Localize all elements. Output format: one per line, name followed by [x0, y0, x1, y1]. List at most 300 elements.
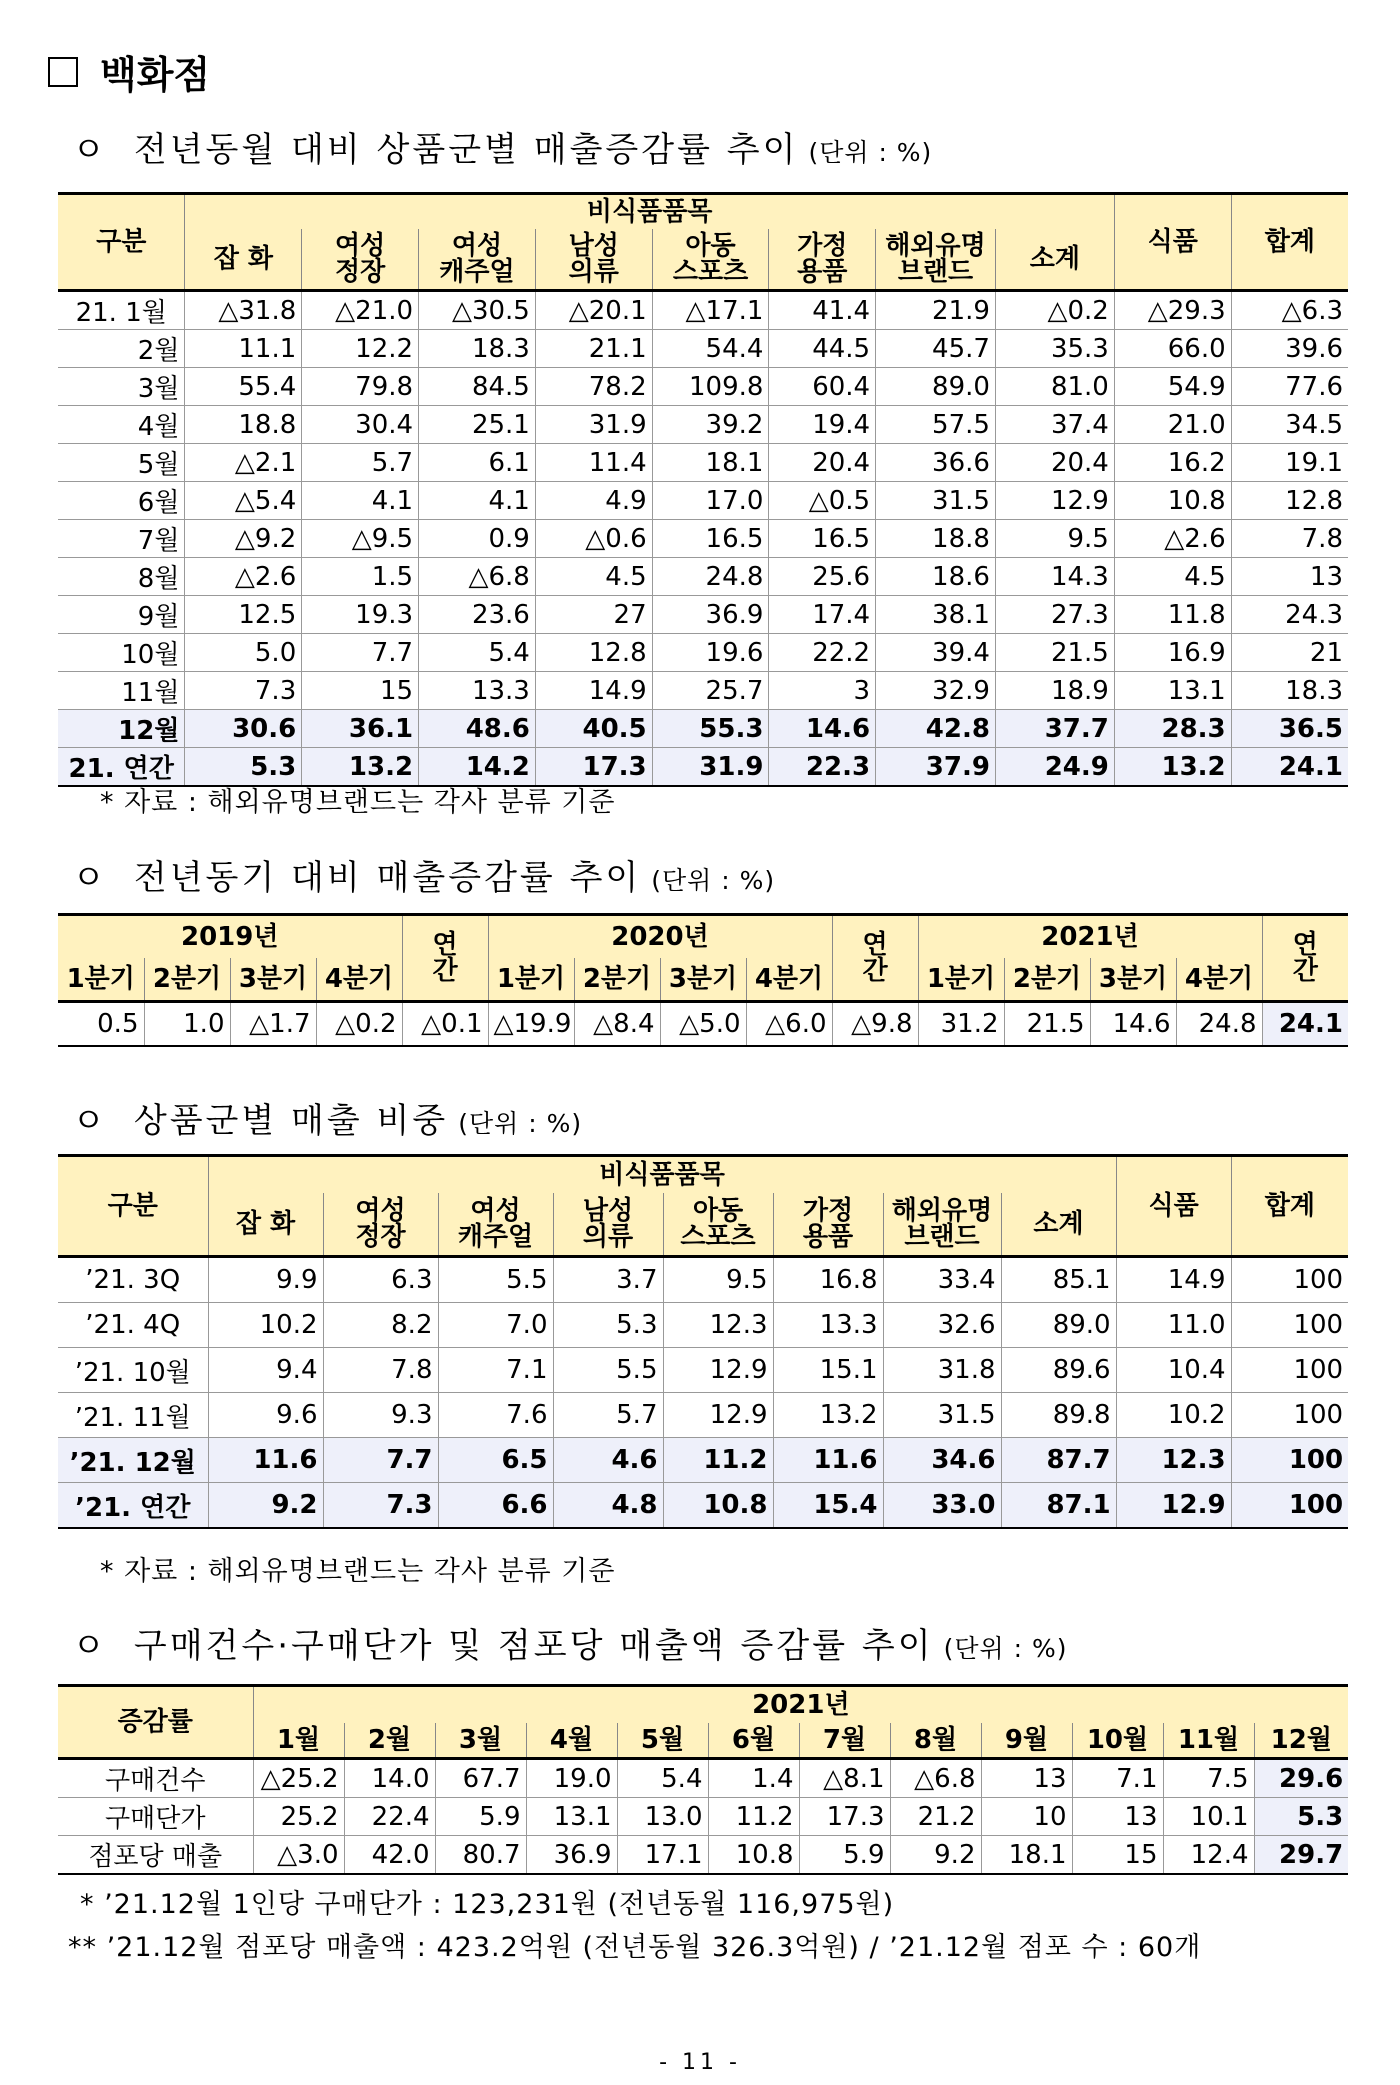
table-cell: 5.3 — [185, 748, 302, 787]
header-row — [58, 1156, 1348, 1194]
header-row — [58, 958, 1348, 1002]
table-cell: 24.8 — [1176, 1002, 1262, 1047]
table-cell: 9.6 — [208, 1393, 323, 1438]
row-label: 9월 — [58, 596, 185, 634]
table-cell: 13.1 — [1114, 672, 1231, 710]
table-cell: 19.6 — [652, 634, 769, 672]
table-row — [58, 1257, 1348, 1303]
table-cell: 13.2 — [1114, 748, 1231, 787]
header-year: 2020년 — [488, 915, 832, 959]
table-cell: △25.2 — [253, 1759, 344, 1798]
table-row — [58, 444, 1348, 482]
table-row — [58, 558, 1348, 596]
table-cell: 9.2 — [890, 1836, 981, 1875]
table-cell: 13.3 — [773, 1303, 883, 1348]
table-cell: 7.0 — [438, 1303, 553, 1348]
table-cell: 40.5 — [535, 710, 652, 748]
header-annual — [832, 915, 918, 1002]
table-cell: 17.1 — [617, 1836, 708, 1875]
row-label: ’21. 연간 — [58, 1483, 208, 1529]
table-cell: 15 — [1072, 1836, 1163, 1875]
header-line: 해외유명 — [891, 1196, 993, 1226]
header-line: 용품 — [802, 1222, 854, 1252]
table-cell: △0.6 — [535, 520, 652, 558]
table-cell: 14.0 — [344, 1759, 435, 1798]
header-category — [876, 229, 996, 291]
table-cell: 39.6 — [1231, 330, 1348, 368]
table-cell: 14.2 — [419, 748, 536, 787]
header-month: 1월 — [253, 1723, 344, 1759]
table-cell: 22.2 — [769, 634, 876, 672]
table-cell: 22.4 — [344, 1798, 435, 1836]
section4-heading — [72, 1618, 1067, 1667]
table-cell: 39.4 — [876, 634, 996, 672]
row-label: 구매건수 — [58, 1759, 253, 1798]
table-cell: 5.3 — [1254, 1798, 1348, 1836]
table-cell: 34.6 — [883, 1438, 1001, 1483]
table-cell: 5.9 — [435, 1798, 526, 1836]
table-cell: 16.5 — [652, 520, 769, 558]
table-cell: 89.0 — [1001, 1303, 1116, 1348]
table-cell: 25.2 — [253, 1798, 344, 1836]
table-row — [58, 291, 1348, 330]
table-cell: 80.7 — [435, 1836, 526, 1875]
table-cell: 4.1 — [302, 482, 419, 520]
table-cell: 16.9 — [1114, 634, 1231, 672]
table-cell: △31.8 — [185, 291, 302, 330]
table-cell: 45.7 — [876, 330, 996, 368]
header-quarter: 1분기 — [488, 958, 574, 1002]
table-cell: 11.1 — [185, 330, 302, 368]
table-cell: 24.9 — [995, 748, 1114, 787]
table-cell: 12.9 — [995, 482, 1114, 520]
table-cell: △6.0 — [746, 1002, 832, 1047]
page-title — [48, 44, 210, 99]
table-cell: 12.8 — [1231, 482, 1348, 520]
table-cell: 21.0 — [1114, 406, 1231, 444]
table-cell: 27.3 — [995, 596, 1114, 634]
section4-note1: * ’21.12월 1인당 구매단가 : 123,231원 (전년동월 116,975원) — [80, 1889, 895, 1920]
table-cell: 18.1 — [652, 444, 769, 482]
header-gubun: 구분 — [58, 1156, 208, 1257]
header-line: 여성 — [451, 231, 503, 261]
header-row — [58, 194, 1348, 230]
table-cell: 55.4 — [185, 368, 302, 406]
table-cell: △20.1 — [535, 291, 652, 330]
table-cell: 17.0 — [652, 482, 769, 520]
table-row — [58, 1393, 1348, 1438]
header-line: 스포츠 — [680, 1222, 756, 1252]
header-category — [323, 1193, 438, 1257]
table-cell: 19.4 — [769, 406, 876, 444]
row-label: 12월 — [58, 710, 185, 748]
table-cell: 7.8 — [323, 1348, 438, 1393]
table-cell: 24.8 — [652, 558, 769, 596]
table-cell: 4.6 — [553, 1438, 663, 1483]
table-cell: 0.9 — [419, 520, 536, 558]
header-month: 2월 — [344, 1723, 435, 1759]
table-cell: 10.8 — [708, 1836, 799, 1875]
table-cell: 17.3 — [799, 1798, 890, 1836]
table-cell: 9.4 — [208, 1348, 323, 1393]
header-annual — [402, 915, 488, 1002]
table-cell: 0.5 — [58, 1002, 144, 1047]
table-cell: 11.2 — [708, 1798, 799, 1836]
table-row — [58, 1759, 1348, 1798]
table-cell: 84.5 — [419, 368, 536, 406]
header-line: 캐주얼 — [457, 1222, 534, 1252]
table-cell: 21.1 — [535, 330, 652, 368]
section3-note: * 자료 : 해외유명브랜드는 각사 분류 기준 — [100, 1556, 616, 1587]
header-line: 의류 — [568, 257, 619, 287]
row-label: 10월 — [58, 634, 185, 672]
header-quarter: 1분기 — [58, 958, 144, 1002]
table-cell: 5.7 — [553, 1393, 663, 1438]
section1-title: 전년동월 대비 상품군별 매출증감률 추이 — [133, 130, 799, 170]
table-cell: △19.9 — [488, 1002, 574, 1047]
table-cell: 32.6 — [883, 1303, 1001, 1348]
table-cell: 21.9 — [876, 291, 996, 330]
table-cell: 39.2 — [652, 406, 769, 444]
table-cell: 9.5 — [663, 1257, 773, 1303]
header-line: 브랜드 — [897, 257, 974, 287]
row-label: ’21. 12월 — [58, 1438, 208, 1483]
table-cell: 10.8 — [663, 1483, 773, 1529]
table-cell: 31.5 — [876, 482, 996, 520]
row-label: 11월 — [58, 672, 185, 710]
table-cell: 12.9 — [1116, 1483, 1231, 1529]
header-line: 여성 — [355, 1196, 406, 1226]
table-cell: 14.6 — [769, 710, 876, 748]
row-label: ’21. 10월 — [58, 1348, 208, 1393]
table-cell: 67.7 — [435, 1759, 526, 1798]
table-cell: 7.6 — [438, 1393, 553, 1438]
table-row — [58, 330, 1348, 368]
table-cell: 37.4 — [995, 406, 1114, 444]
header-category — [302, 229, 419, 291]
table-cell: 37.7 — [995, 710, 1114, 748]
table-cell: 100 — [1231, 1438, 1348, 1483]
table-cell: 19.3 — [302, 596, 419, 634]
table-cell: 13.2 — [302, 748, 419, 787]
table-cell: △9.2 — [185, 520, 302, 558]
table-cell: 10.4 — [1116, 1348, 1231, 1393]
table-cell: 19.1 — [1231, 444, 1348, 482]
sales-growth-by-category-table — [58, 192, 1348, 787]
table-cell: 16.5 — [769, 520, 876, 558]
section4-title: 구매건수·구매단가 및 점포당 매출액 증감률 추이 — [133, 1626, 934, 1666]
table-cell: 3.7 — [553, 1257, 663, 1303]
table-cell: 12.3 — [663, 1303, 773, 1348]
table-cell: 60.4 — [769, 368, 876, 406]
table-cell: 31.9 — [535, 406, 652, 444]
table-row — [58, 1002, 1348, 1047]
section3-title: 상품군별 매출 비중 — [133, 1101, 449, 1141]
header-month: 10월 — [1072, 1723, 1163, 1759]
header-category — [663, 1193, 773, 1257]
header-line: 아동 — [685, 231, 736, 261]
table-cell: 25.7 — [652, 672, 769, 710]
table-cell: 27 — [535, 596, 652, 634]
table-cell: 35.3 — [995, 330, 1114, 368]
header-food: 식품 — [1116, 1156, 1231, 1257]
row-label: 2월 — [58, 330, 185, 368]
header-line: 간 — [862, 956, 888, 986]
table-cell: △9.5 — [302, 520, 419, 558]
table-cell: 21 — [1231, 634, 1348, 672]
table-cell: △29.3 — [1114, 291, 1231, 330]
header-category: 소계 — [1001, 1193, 1116, 1257]
header-year: 2021년 — [253, 1686, 1348, 1724]
table-cell: 54.9 — [1114, 368, 1231, 406]
table-cell: 10.1 — [1163, 1798, 1254, 1836]
table-cell: 36.6 — [876, 444, 996, 482]
table-cell: △1.7 — [230, 1002, 316, 1047]
table-cell: 11.0 — [1116, 1303, 1231, 1348]
table-cell: △5.0 — [660, 1002, 746, 1047]
header-line: 의류 — [582, 1222, 634, 1252]
table-cell: 89.8 — [1001, 1393, 1116, 1438]
header-line: 연 — [432, 930, 458, 960]
table-row — [58, 672, 1348, 710]
header-line: 스포츠 — [672, 257, 749, 287]
header-line: 아동 — [692, 1196, 744, 1226]
quarterly-growth-table — [58, 913, 1348, 1047]
table-cell: 36.9 — [526, 1836, 617, 1875]
table-cell: 7.3 — [185, 672, 302, 710]
table-cell: 5.5 — [553, 1348, 663, 1393]
header-line: 정장 — [335, 257, 386, 287]
table-cell: 44.5 — [769, 330, 876, 368]
table-cell: 36.5 — [1231, 710, 1348, 748]
table-cell: △8.1 — [799, 1759, 890, 1798]
purchase-metrics-table — [58, 1684, 1348, 1875]
table-cell: 5.0 — [185, 634, 302, 672]
table-cell: 5.5 — [438, 1257, 553, 1303]
row-label: 4월 — [58, 406, 185, 444]
header-category — [652, 229, 769, 291]
table-cell: 10.8 — [1114, 482, 1231, 520]
table-cell: 1.5 — [302, 558, 419, 596]
table-cell: 13.0 — [617, 1798, 708, 1836]
table-cell: 8.2 — [323, 1303, 438, 1348]
table-cell: △9.8 — [832, 1002, 918, 1047]
header-category — [419, 229, 536, 291]
table-cell: 18.3 — [1231, 672, 1348, 710]
section3-unit: (단위 : %) — [458, 1109, 583, 1138]
table-cell: 18.9 — [995, 672, 1114, 710]
table-cell: △0.2 — [995, 291, 1114, 330]
header-line: 해외유명 — [885, 231, 986, 261]
table-cell: 79.8 — [302, 368, 419, 406]
table-cell: 5.9 — [799, 1836, 890, 1875]
table-cell: △6.8 — [890, 1759, 981, 1798]
header-month: 11월 — [1163, 1723, 1254, 1759]
table-cell: 18.3 — [419, 330, 536, 368]
row-label: ’21. 4Q — [58, 1303, 208, 1348]
table-cell: 1.4 — [708, 1759, 799, 1798]
table-cell: 19.0 — [526, 1759, 617, 1798]
table-cell: 24.1 — [1262, 1002, 1348, 1047]
section3-heading — [72, 1093, 582, 1142]
table-cell: 16.2 — [1114, 444, 1231, 482]
table-cell: 6.5 — [438, 1438, 553, 1483]
section1-unit: (단위 : %) — [808, 138, 933, 167]
header-line: 여성 — [335, 231, 386, 261]
table-cell: 10.2 — [1116, 1393, 1231, 1438]
table-row — [58, 634, 1348, 672]
table-cell: 11.6 — [208, 1438, 323, 1483]
section2-heading — [72, 850, 775, 899]
table-cell: 31.9 — [652, 748, 769, 787]
table-cell: 7.8 — [1231, 520, 1348, 558]
header-category — [438, 1193, 553, 1257]
table-cell: 77.6 — [1231, 368, 1348, 406]
header-category: 잡 화 — [185, 229, 302, 291]
header-quarter: 2분기 — [574, 958, 660, 1002]
table-cell: 31.8 — [883, 1348, 1001, 1393]
table-row — [58, 1483, 1348, 1529]
table-cell: 12.3 — [1116, 1438, 1231, 1483]
table-cell: 13 — [981, 1759, 1072, 1798]
table-row — [58, 596, 1348, 634]
table-cell: 7.7 — [323, 1438, 438, 1483]
table-cell: 11.4 — [535, 444, 652, 482]
table-cell: △30.5 — [419, 291, 536, 330]
table-cell: 32.9 — [876, 672, 996, 710]
table-cell: 11.6 — [773, 1438, 883, 1483]
table-cell: 33.0 — [883, 1483, 1001, 1529]
header-category — [535, 229, 652, 291]
table-cell: 42.0 — [344, 1836, 435, 1875]
table-cell: 89.0 — [876, 368, 996, 406]
header-month: 4월 — [526, 1723, 617, 1759]
header-annual — [1262, 915, 1348, 1002]
table-cell: 55.3 — [652, 710, 769, 748]
section1-heading — [72, 122, 932, 171]
header-quarter: 3분기 — [230, 958, 316, 1002]
table-cell: 5.4 — [419, 634, 536, 672]
section1-note: * 자료 : 해외유명브랜드는 각사 분류 기준 — [100, 787, 616, 818]
header-month: 8월 — [890, 1723, 981, 1759]
row-label: 6월 — [58, 482, 185, 520]
table-cell: 5.4 — [617, 1759, 708, 1798]
table-cell: 12.2 — [302, 330, 419, 368]
table-cell: 14.6 — [1090, 1002, 1176, 1047]
table-cell: 33.4 — [883, 1257, 1001, 1303]
table-cell: 13 — [1072, 1798, 1163, 1836]
header-year: 2019년 — [58, 915, 402, 959]
row-label: 점포당 매출 — [58, 1836, 253, 1875]
table-cell: 87.1 — [1001, 1483, 1116, 1529]
table-cell: 25.1 — [419, 406, 536, 444]
table-row — [58, 1798, 1348, 1836]
table-cell: △21.0 — [302, 291, 419, 330]
header-category — [769, 229, 876, 291]
header-quarter: 4분기 — [746, 958, 832, 1002]
header-row — [58, 1686, 1348, 1724]
table-cell: 54.4 — [652, 330, 769, 368]
table-cell: 31.2 — [918, 1002, 1004, 1047]
bullet-icon: ㅇ — [72, 1101, 108, 1141]
table-cell: 87.7 — [1001, 1438, 1116, 1483]
header-nonfood: 비식품품목 — [208, 1156, 1116, 1194]
table-cell: 100 — [1231, 1483, 1348, 1529]
table-cell: 24.3 — [1231, 596, 1348, 634]
header-line: 남성 — [568, 231, 619, 261]
table-cell: △6.3 — [1231, 291, 1348, 330]
table-row — [58, 710, 1348, 748]
table-cell: △8.4 — [574, 1002, 660, 1047]
table-cell: 9.5 — [995, 520, 1114, 558]
table-cell: 7.1 — [438, 1348, 553, 1393]
table-cell: △6.8 — [419, 558, 536, 596]
header-month: 5월 — [617, 1723, 708, 1759]
bullet-icon: ㅇ — [72, 858, 108, 898]
table-cell: 24.1 — [1231, 748, 1348, 787]
header-line: 가정 — [797, 231, 848, 261]
header-quarter: 2분기 — [1004, 958, 1090, 1002]
table-cell: 15 — [302, 672, 419, 710]
table-cell: 109.8 — [652, 368, 769, 406]
header-month: 3월 — [435, 1723, 526, 1759]
table-cell: 13 — [1231, 558, 1348, 596]
table-cell: 13.1 — [526, 1798, 617, 1836]
table-row — [58, 1438, 1348, 1483]
table-cell: △17.1 — [652, 291, 769, 330]
table-cell: 15.1 — [773, 1348, 883, 1393]
header-line: 여성 — [470, 1196, 521, 1226]
table-cell: △3.0 — [253, 1836, 344, 1875]
table-cell: 9.2 — [208, 1483, 323, 1529]
table-cell: △5.4 — [185, 482, 302, 520]
table-cell: 9.3 — [323, 1393, 438, 1438]
table-cell: 20.4 — [995, 444, 1114, 482]
table-cell: 36.1 — [302, 710, 419, 748]
page-number: - 11 - — [659, 2050, 741, 2075]
table-cell: 3 — [769, 672, 876, 710]
header-quarter: 4분기 — [316, 958, 402, 1002]
header-line: 정장 — [355, 1222, 406, 1252]
table-cell: 31.5 — [883, 1393, 1001, 1438]
table-cell: 14.3 — [995, 558, 1114, 596]
table-cell: 48.6 — [419, 710, 536, 748]
header-total: 합계 — [1231, 1156, 1348, 1257]
header-quarter: 1분기 — [918, 958, 1004, 1002]
header-line: 용품 — [797, 257, 848, 287]
header-corner: 증감률 — [58, 1686, 253, 1759]
table-cell: 14.9 — [1116, 1257, 1231, 1303]
table-cell: 12.8 — [535, 634, 652, 672]
row-label: 7월 — [58, 520, 185, 558]
table-cell: 85.1 — [1001, 1257, 1116, 1303]
table-cell: 1.0 — [144, 1002, 230, 1047]
section4-unit: (단위 : %) — [943, 1634, 1068, 1663]
table-cell: 14.9 — [535, 672, 652, 710]
sales-share-by-category-table — [58, 1154, 1348, 1529]
header-category: 잡 화 — [208, 1193, 323, 1257]
table-cell: 41.4 — [769, 291, 876, 330]
table-cell: 89.6 — [1001, 1348, 1116, 1393]
table-cell: 38.1 — [876, 596, 996, 634]
header-category: 소계 — [995, 229, 1114, 291]
header-quarter: 2분기 — [144, 958, 230, 1002]
table-cell: 6.3 — [323, 1257, 438, 1303]
header-line: 브랜드 — [904, 1222, 980, 1252]
table-cell: 29.7 — [1254, 1836, 1348, 1875]
table-cell: 42.8 — [876, 710, 996, 748]
table-cell: 21.2 — [890, 1798, 981, 1836]
